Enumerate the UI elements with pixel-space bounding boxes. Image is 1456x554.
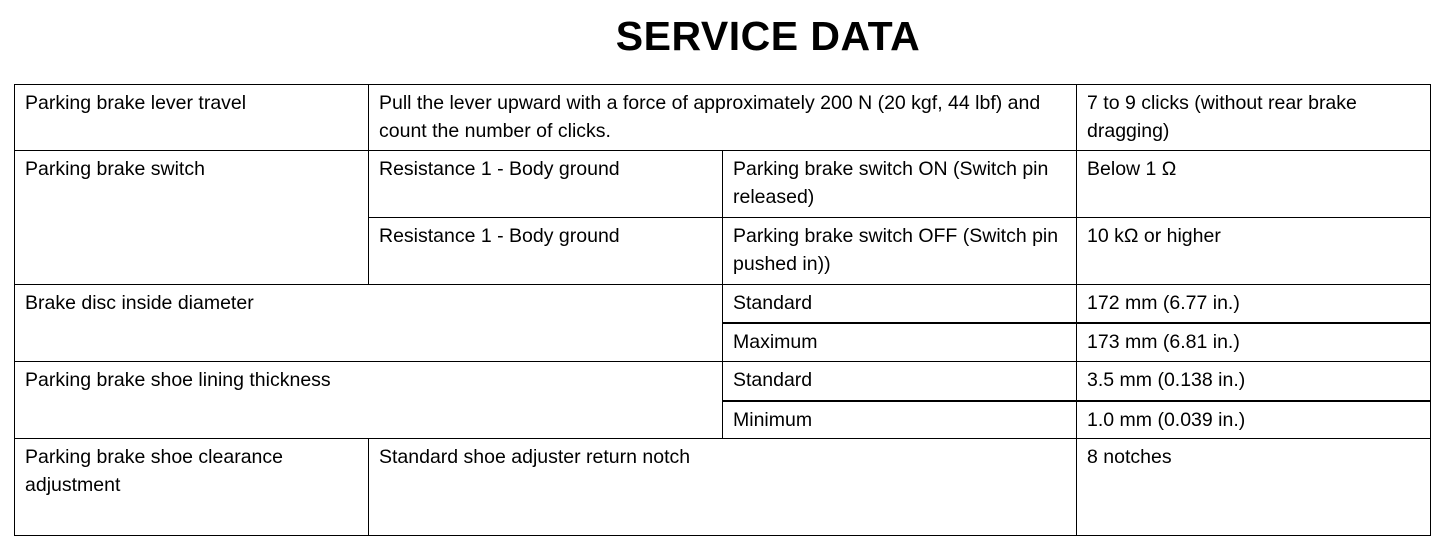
- service-data-table: [14, 84, 1431, 536]
- value-cell: 7 to 9 clicks (without rear brake dragging): [1077, 85, 1431, 151]
- item-cell: Parking brake switch: [15, 151, 369, 285]
- table-row-lining-standard: [15, 362, 1431, 401]
- spec-label-cell: Maximum: [723, 323, 1077, 362]
- condition-cell: Pull the lever upward with a force of approximately 200 N (20 kgf, 44 lbf) and count the number of clicks.: [369, 85, 1077, 151]
- measurement-cell: Resistance 1 - Body ground: [369, 151, 723, 218]
- value-cell: 10 kΩ or higher: [1077, 218, 1431, 285]
- item-cell: Brake disc inside diameter: [15, 285, 723, 362]
- value-cell: 172 mm (6.77 in.): [1077, 285, 1431, 323]
- item-cell: Parking brake shoe clearance adjustment: [15, 439, 369, 536]
- spec-label-cell: Standard: [723, 285, 1077, 323]
- measurement-cell: Resistance 1 - Body ground: [369, 218, 723, 285]
- table-row-disc-standard: [15, 285, 1431, 323]
- value-cell: 8 notches: [1077, 439, 1431, 536]
- value-cell: 1.0 mm (0.039 in.): [1077, 401, 1431, 439]
- spec-label-cell: Minimum: [723, 401, 1077, 439]
- condition-cell: Parking brake switch OFF (Switch pin pushed in)): [723, 218, 1077, 285]
- spec-label-cell: Standard: [723, 362, 1077, 401]
- table-row-switch-on: [15, 151, 1431, 218]
- table-row-shoe-clearance: [15, 439, 1431, 536]
- condition-cell: Parking brake switch ON (Switch pin released): [723, 151, 1077, 218]
- value-cell: 3.5 mm (0.138 in.): [1077, 362, 1431, 401]
- value-cell: 173 mm (6.81 in.): [1077, 323, 1431, 362]
- table-row-lever-travel: [15, 85, 1431, 151]
- condition-cell: Standard shoe adjuster return notch: [369, 439, 1077, 536]
- value-cell: Below 1 Ω: [1077, 151, 1431, 218]
- item-cell: Parking brake lever travel: [15, 85, 369, 151]
- page-title: SERVICE DATA: [615, 13, 921, 59]
- item-cell: Parking brake shoe lining thickness: [15, 362, 723, 439]
